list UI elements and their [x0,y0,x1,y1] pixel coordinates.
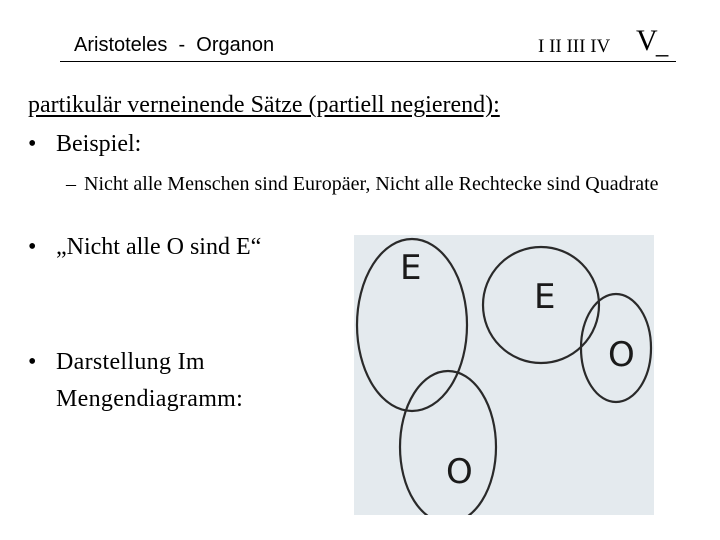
bullet-example-text: Beispiel: [56,131,142,157]
bullet-marker: • [28,349,37,375]
header-underscore: _ [656,32,669,57]
label-o-right: O [608,335,635,375]
diagram-background [354,235,654,515]
label-o-bottom: O [446,452,473,492]
bullet-statement [28,234,261,261]
bullet-diagram-text: Darstellung Im Mengendiagramm: [56,349,244,412]
bullet-diagram [28,344,288,418]
bullet-marker: • [28,234,37,260]
sub-bullet-marker: – [66,173,76,195]
label-e-right: E [534,277,556,317]
header-divider [60,61,676,62]
venn-diagram-svg [354,235,654,515]
bullet-marker: • [28,131,37,157]
header-current-section: V [636,24,658,57]
slide-heading: partikulär verneinende Sätze (partiell negierend): [28,92,500,118]
label-e-left: E [400,248,422,288]
header-title: Aristoteles - Organon [74,34,275,56]
bullet-statement-text: „Nicht alle O sind E“ [56,234,262,260]
bullet-example [28,131,141,158]
sub-bullet-examples [66,171,666,197]
venn-diagram [354,235,654,515]
header-section-nav: I II III IV [538,36,611,57]
sub-bullet-text: Nicht alle Menschen sind Europäer, Nicht alle Rechtecke sind Quadrate [84,173,659,195]
